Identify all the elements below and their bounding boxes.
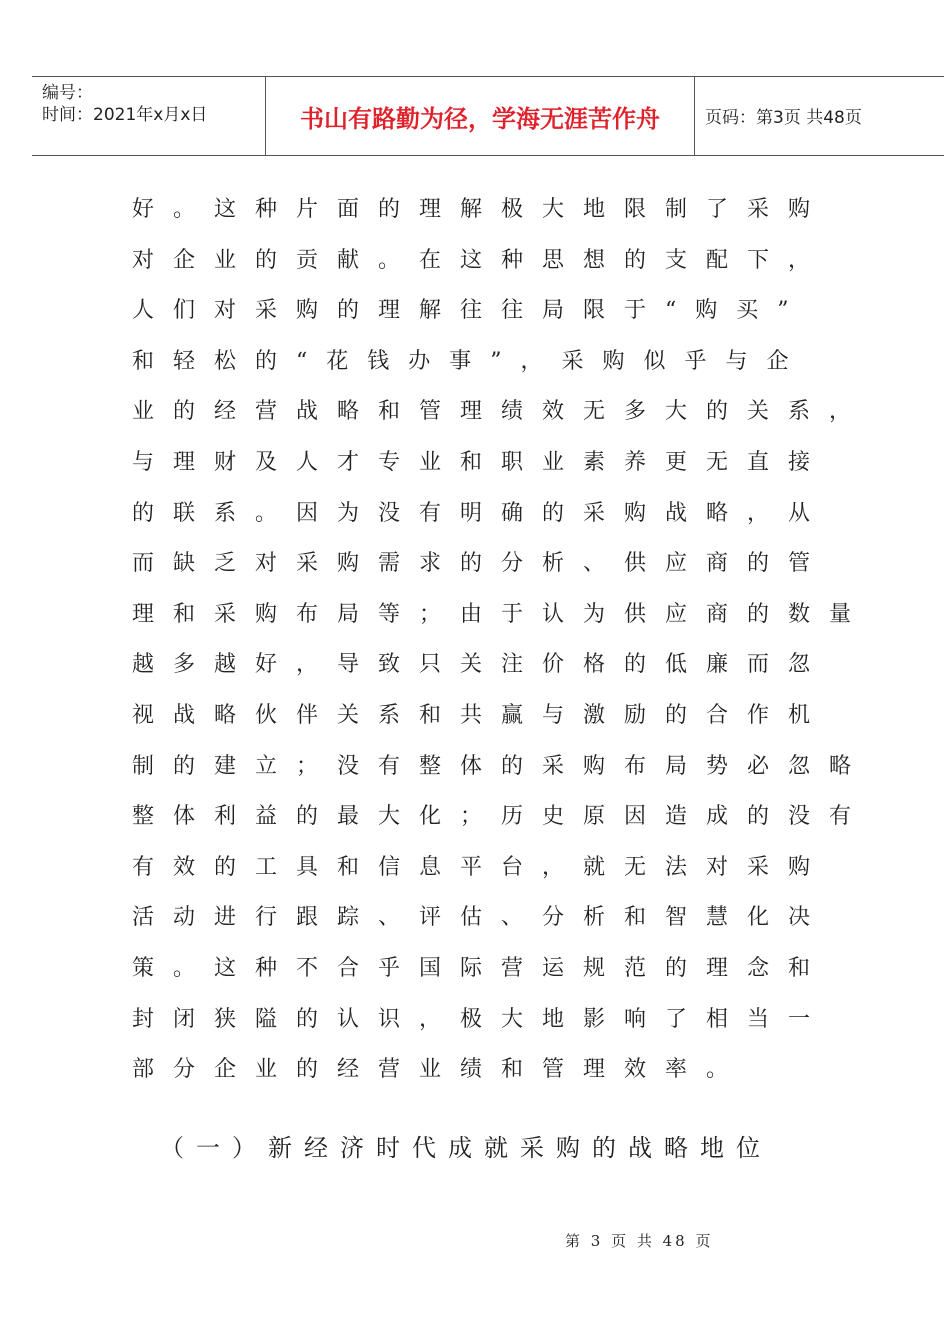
header-page-cell: [695, 77, 944, 156]
body-line: 制的建立；没有整体的采购布局势必忽略: [132, 753, 871, 779]
document-time-label: 时间：2021年x月x日: [42, 105, 208, 125]
body-line: 越多越好，导致只关注价格的低廉而忽: [132, 652, 830, 678]
body-line: 封闭狭隘的认识，极大地影响了相当一: [132, 1006, 830, 1032]
body-line: 对企业的贡献。在这种思想的支配下，: [132, 247, 830, 273]
body-line: 好。这种片面的理解极大地限制了采购: [132, 197, 830, 222]
body-line: 策。这种不合乎国际营运规范的理念和: [132, 955, 830, 981]
body-line: 部分企业的经营业绩和管理效率。: [132, 1057, 748, 1083]
body-line: 和轻松的“花钱办事”，采购似乎与企: [132, 348, 808, 374]
document-number-label: 编号：: [42, 83, 93, 103]
body-line: 理和采购布局等；由于认为供应商的数量: [132, 601, 871, 627]
body-line: 的联系。因为没有明确的采购战略，从: [132, 500, 830, 526]
body-paragraph: [132, 189, 872, 1100]
header-meta-cell: [32, 77, 265, 156]
page-header: [32, 76, 944, 156]
header-motto-cell: [265, 77, 695, 156]
body-line: 与理财及人才专业和职业素养更无直接: [132, 449, 830, 475]
page-footer: 第 3 页 共 48 页: [565, 1232, 714, 1250]
body-line: 而缺乏对采购需求的分析、供应商的管: [132, 551, 830, 577]
body-line: 视战略伙伴关系和共赢与激励的合作机: [132, 702, 830, 728]
body-line: 活动进行跟踪、评估、分析和智慧化决: [132, 905, 830, 931]
header-page-code: 页码：第3页 共48页: [705, 108, 862, 128]
body-line: 有效的工具和信息平台，就无法对采购: [132, 854, 830, 880]
body-line: 业的经营战略和管理绩效无多大的关系，: [132, 399, 871, 425]
header-motto: 书山有路勤为径，学海无涯苦作舟: [300, 105, 660, 133]
body-line: 整体利益的最大化；历史原因造成的没有: [132, 804, 871, 830]
section-heading: （一）新经济时代成就采购的战略地位: [160, 1134, 772, 1162]
body-line: 人们对采购的理解往往局限于“购买”: [132, 298, 808, 324]
